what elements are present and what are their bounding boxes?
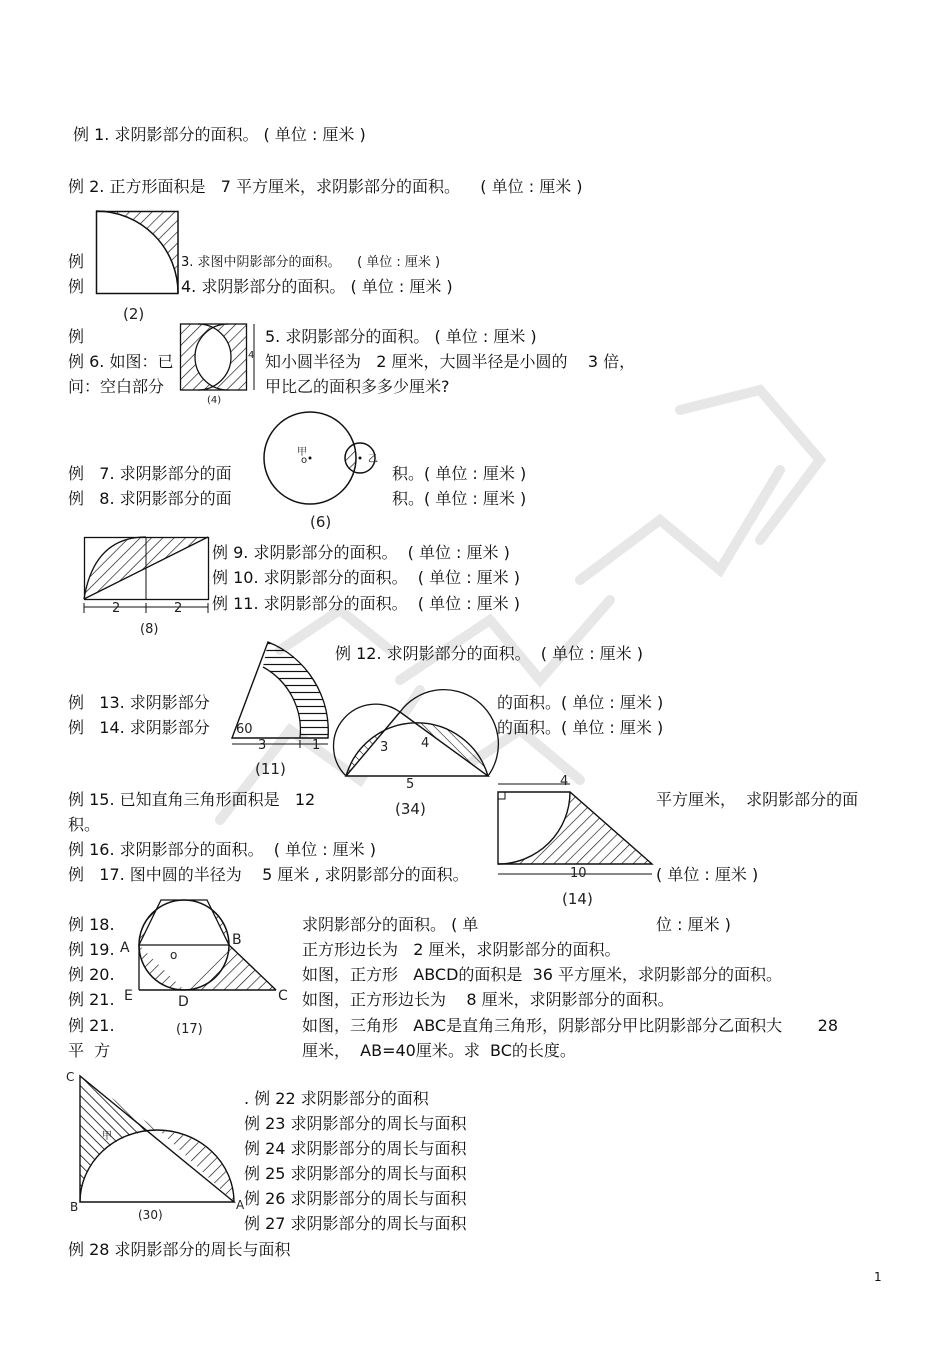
figure-34-caption: (34)	[395, 800, 426, 818]
figure-11-dim-b: 1	[312, 738, 321, 753]
example-24-text: 例 24 求阴影部分的周长与面积	[244, 1139, 467, 1158]
figure-17-caption: (17)	[176, 1022, 203, 1037]
example-21a-label: 例 21.	[68, 990, 115, 1009]
figure-4	[180, 323, 270, 393]
figure-17-label-o: o	[170, 948, 178, 962]
figure-34-side-c: 5	[406, 777, 415, 792]
example-8-label: 例 8. 求阴影部分的面	[68, 489, 232, 508]
figure-6-label-jia: 甲	[297, 447, 307, 458]
example-17-text: 例 17. 图中圆的半径为 5 厘米 , 求阴影部分的面积。	[68, 865, 469, 884]
example-13-label: 例 13. 求阴影部分	[68, 693, 210, 712]
figure-11-angle: 60	[236, 722, 253, 737]
figure-17-label-a: A	[120, 940, 130, 956]
figure-30-label-b: B	[70, 1200, 79, 1214]
figure-8	[84, 537, 214, 619]
figure-14-top: 4	[560, 774, 569, 789]
figure-6-label-yi: 乙	[368, 454, 378, 465]
figure-30-caption: (30)	[138, 1208, 163, 1222]
example-23-text: 例 23 求阴影部分的周长与面积	[244, 1114, 467, 1133]
figure-4-caption: (4)	[207, 395, 222, 406]
figure-6-label-o: o	[301, 455, 308, 466]
example-21a-text: 如图，正方形边长为 8 厘米，求阴影部分的面积。	[302, 990, 674, 1009]
example-18-label: 例 18.	[68, 915, 115, 934]
example-25-text: 例 25 求阴影部分的周长与面积	[244, 1164, 467, 1183]
figure-8-dim-a: 2	[112, 601, 121, 616]
figure-34	[338, 690, 498, 782]
figure-17-label-d: D	[178, 994, 189, 1010]
example-1-text: 例 1. 求阴影部分的面积。 ( 单位 : 厘米 )	[73, 125, 366, 144]
example-15-cont: 积。	[68, 815, 101, 834]
example-16-text: 例 16. 求阴影部分的面积。 ( 单位 : 厘米 )	[68, 840, 377, 859]
example-26-text: 例 26 求阴影部分的周长与面积	[244, 1189, 467, 1208]
example-21c-label: 平 方	[68, 1041, 111, 1060]
example-3-text: 3. 求图中阴影部分的面积。 ( 单位 : 厘米 )	[181, 255, 441, 270]
example-6-cont-text: 甲比乙的面积多多少厘米?	[265, 377, 450, 396]
figure-30-label-c: C	[66, 1070, 75, 1084]
example-7-label: 例 7. 求阴影部分的面	[68, 464, 232, 483]
figure-17-label-e: E	[124, 988, 133, 1004]
example-21b-text: 如图，三角形 ABC是直角三角形，阴影部分甲比阴影部分乙面积大 28	[302, 1016, 839, 1035]
example-11-text: 例 11. 求阴影部分的面积。 ( 单位 : 厘米 )	[212, 594, 521, 613]
figure-30-label-jia: 甲	[102, 1131, 112, 1142]
figure-11-dim-a: 3	[258, 738, 267, 753]
figure-30	[76, 1072, 240, 1208]
figure-6-caption: (6)	[310, 513, 332, 531]
example-8-text: 积。( 单位 : 厘米 )	[392, 489, 527, 508]
example-7-text: 积。( 单位 : 厘米 )	[392, 464, 527, 483]
example-22-text: . 例 22 求阴影部分的面积	[244, 1089, 429, 1108]
example-12-text: 例 12. 求阴影部分的面积。 ( 单位 : 厘米 )	[335, 644, 644, 663]
example-15-label: 例 15. 已知直角三角形面积是 12	[68, 790, 316, 809]
example-14-label: 例 14. 求阴影部分	[68, 718, 210, 737]
example-28-text: 例 28 求阴影部分的周长与面积	[68, 1240, 291, 1259]
example-2-text: 例 2. 正方形面积是 7 平方厘米，求阴影部分的面积。 ( 单位 : 厘米 )	[68, 177, 583, 196]
example-5-label: 例	[68, 327, 85, 346]
example-4-text: 4. 求阴影部分的面积。 ( 单位 : 厘米 )	[181, 277, 453, 296]
figure-17-label-b: B	[232, 932, 242, 948]
figure-17	[124, 897, 284, 997]
figure-4-dimension: 4	[248, 350, 255, 361]
figure-2	[96, 211, 180, 297]
example-20-label: 例 20.	[68, 965, 115, 984]
example-18-unit: 位 : 厘米 )	[656, 915, 731, 934]
figure-34-side-b: 4	[421, 736, 430, 751]
example-6-label: 例 6. 如图：已	[68, 352, 174, 371]
example-18-text: 求阴影部分的面积。 ( 单	[302, 915, 479, 934]
example-19-text: 正方形边长为 2 厘米，求阴影部分的面积。	[302, 940, 621, 959]
figure-8-dim-b: 2	[174, 601, 183, 616]
example-9-text: 例 9. 求阴影部分的面积。 ( 单位 : 厘米 )	[212, 543, 510, 562]
figure-2-caption: (2)	[123, 305, 145, 323]
figure-14-caption: (14)	[562, 890, 593, 908]
example-15-text: 平方厘米， 求阴影部分的面	[656, 790, 859, 809]
figure-11-caption: (11)	[255, 760, 286, 778]
page-number: 1	[874, 1270, 882, 1284]
example-27-text: 例 27 求阴影部分的周长与面积	[244, 1214, 467, 1233]
example-19-label: 例 19.	[68, 940, 115, 959]
figure-8-caption: (8)	[140, 622, 159, 637]
example-21b-label: 例 21.	[68, 1016, 115, 1035]
figure-30-label-a: A	[236, 1198, 245, 1212]
example-5-text: 5. 求阴影部分的面积。 ( 单位 : 厘米 )	[265, 327, 537, 346]
example-21c-text: 厘米， AB=40厘米。求 BC的长度。	[302, 1041, 576, 1060]
figure-14-bottom: 10	[570, 866, 587, 881]
example-17-unit: ( 单位 : 厘米 )	[656, 865, 759, 884]
example-3-label: 例	[68, 252, 85, 271]
example-4-label: 例	[68, 277, 85, 296]
example-14-text: 的面积。( 单位 : 厘米 )	[497, 718, 664, 737]
figure-17-label-c: C	[278, 988, 288, 1004]
example-10-text: 例 10. 求阴影部分的面积。 ( 单位 : 厘米 )	[212, 568, 521, 587]
example-20-text: 如图，正方形 ABCD的面积是 36 平方厘米，求阴影部分的面积。	[302, 965, 783, 984]
example-6-cont-label: 问：空白部分	[68, 377, 165, 396]
figure-34-side-a: 3	[380, 740, 389, 755]
example-13-text: 的面积。( 单位 : 厘米 )	[497, 693, 664, 712]
example-6-text: 知小圆半径为 2 厘米，大圆半径是小圆的 3 倍，	[265, 352, 636, 371]
